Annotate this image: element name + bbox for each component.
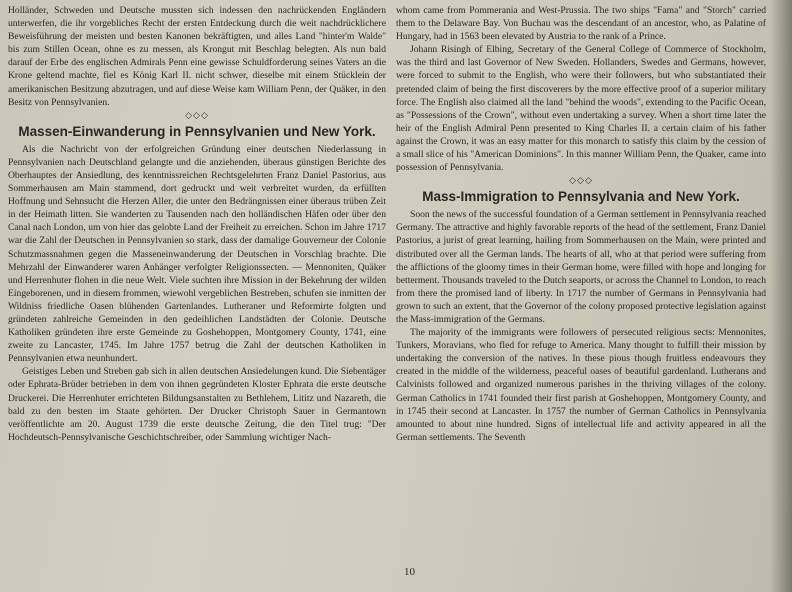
english-column	[396, 4, 766, 444]
german-paragraph-1: Als die Nachricht von der erfolgreichen Gründung einer deutschen Niederlassung in Pennsylvanien nach Deutschland gelangte und die anziehenden, überaus günstigen Berichte des Oberhauptes der Ansiedlung, des kenntnissreichen Rechtsgelehrten Franz Daniel Pastorius, aus Sommerhausen am Main stammend, dort gedruckt und weit verbreitet wurden, da erfüllten Hoffnung und Sehnsucht die Herzen Aller, die unter den Bedrängnissen einer überaus trüben Zeit in der Heimath litten. Sie wanderten zu Tausenden nach den holländischen Häfen oder über den Canal nach London, um von hier das gelobte Land der Freiheit zu erreichen. Schon im Jahre 1717 war die Zahl der Deutschen in Pennsylvanien so stark, dass der damalige Gouverneur der Colonie Schutzmassnahmen gegen die Masseneinwanderung der Deutschen in Vorschlag brachte. Die Mehrzahl der Einwanderer waren Anhänger verfolgter Religionssecten. — Mennoniten, Quäker und Herrenhuter flohen in die neue Welt. Viele suchten ihre Mission in der Bekehrung der wilden Eingeborenen, und in diesem frommen, wiewohl vergeblichen Bestreben, schufen sie inmitten der Wildniss friedliche Oasen blühenden Gartenlandes. Lutheraner und Reformirte folgten und gründeten zahlreiche Gemeinden in den gedeihlichen Landstädten der Colonie. Deutsche Katholiken gründeten ihre erste Gemeinde zu Goshehoppen, Montgomery County, 1741, eine zweite zu Lancaster, 1745. Im Jahre 1757 betrug die Zahl der deutschen Katholiken in Pennsylvanien etwa neunhundert.	[8, 143, 386, 365]
german-column	[8, 4, 386, 444]
section-ornament: ◇◇◇	[185, 109, 209, 120]
english-paragraph-1: Johann Risingh of Elbing, Secretary of the General College of Commerce of Stockholm, was the third and last Governor of New Sweden. Hollanders, Swedes and Germans, however, were forced to submit to the English, who were their followers, but who substantiated their pretended claim of being the first discoverers by the more effective proof of a superior military force. The English also claimed all the land "behind the woods", extending to the Pacific Ocean, as "Possessions of the Crown", without even undertaking a survey. When a short time later the heir of the English Admiral Penn presented to King Charles II. a certain claim of his father against the Crown, it was an easy matter for this monarch to satisfy this claim by the cession of a small slice of his "American Dominions". In this manner William Penn, the Quaker, came into possession of Pennsylvania.	[396, 44, 766, 174]
page-number: 10	[404, 566, 415, 578]
section-ornament: ◇◇◇	[569, 175, 593, 186]
german-intro-paragraph: Holländer, Schweden und Deutsche mussten sich indessen den nachrückenden Engländern unterwerfen, die ihr vorgebliches Recht der ersten Entdeckung durch die weit nachdrücklichere Beweisführung der meisten und besten Kanonen bekräftigten, und alles Land "hinter'm Walde" bis zum Stillen Ocean, ohne es zu messen, als Krongut mit Beschlag belegten. Als nun bald darauf der Erbe des englischen Admirals Penn eine gewisse Schuldforderung seines Vaters an die Krone geltend machte, fiel es König Karl II. nicht schwer, dieselbe mit einem Stücklein der amerikanischen Besitzung abzutragen, und auf diese Weise kam William Penn, der Quäker, in den Besitz von Pennsylvanien.	[8, 5, 386, 108]
english-paragraph-3: The majority of the immigrants were followers of persecuted religious sects: Mennonites, Tunkers, Moravians, who fled for refuge to America. Many thought to fulfill their mission by undertaking the conversion of the natives. In these pious though fruitless endeavours they created in the middle of the wilderness, peaceful oases of beautiful gardenland. Lutherans and Calvinists followed and organized numerous parishes in the thriving villages of the colony. German Catholics in 1741 founded their first parish at Goshehoppen, Montgomery County, and in 1745 their second at Lancaster. In 1757 the number of German Catholics in Pennsylvania amounted to about nine hundred. Signs of intellectual life and activity appeared in all the German settlements. The Seventh	[396, 327, 766, 443]
english-section-heading: Mass-Immigration to Pennsylvania and New York.	[422, 189, 740, 205]
english-paragraph-2: Soon the news of the successful foundation of a German settlement in Pennsylvania reached Germany. The attractive and highly favorable reports of the head of the settlement, Franz Daniel Pastorius, a jurist of great learning, hailing from Sommerhausen on the Main, were printed and distributed over all the German lands. The hearts of all, who at that period were suffering from the afflictions of the gloomy times in their German home, were filled with hope and longing for betterment. Thousands traveled to the Dutch seaports, or across the Channel to London, to reach from there the promised land of liberty. In 1717 the number of Germans in Pennsylvania had grown to such an extent, that the Governor of the colony proposed protective legislation against the Mass-immigration of the Germans.	[396, 209, 766, 325]
english-intro-paragraph: whom came from Pommerania and West-Prussia. The two ships "Fama" and "Storch" carried them to the Delaware Bay. Von Buchau was the descendant of an ancestor, who, as Palatine of Hungary, had in 1563 been elevated by Austria to the rank of a Prince.	[396, 5, 766, 43]
book-spine-shadow	[770, 0, 792, 592]
german-section-heading: Massen-Einwanderung in Pennsylvanien und New York.	[18, 123, 376, 139]
german-paragraph-2: Geistiges Leben und Streben gab sich in allen deutschen Ansiedelungen kund. Die Siebentäger oder Ephrata-Brüder betrieben in dem von ihnen gegründeten Kloster Ephrata die erste deutsche Druckerei. Die Herrenhuter errichteten Bildungsanstalten zu Bethlehem, Lititz und Nazareth, die bald zu den besten im Staate gehörten. Der Drucker Christoph Sauer in Germantown veröffentlichte am 20. August 1739 die erste deutsche Zeitung, die den Titel trug: "Der Hochdeutsch-Pennsylvanische Geschichtschreiber, oder Sammlung wichtiger Nach-	[8, 366, 386, 443]
